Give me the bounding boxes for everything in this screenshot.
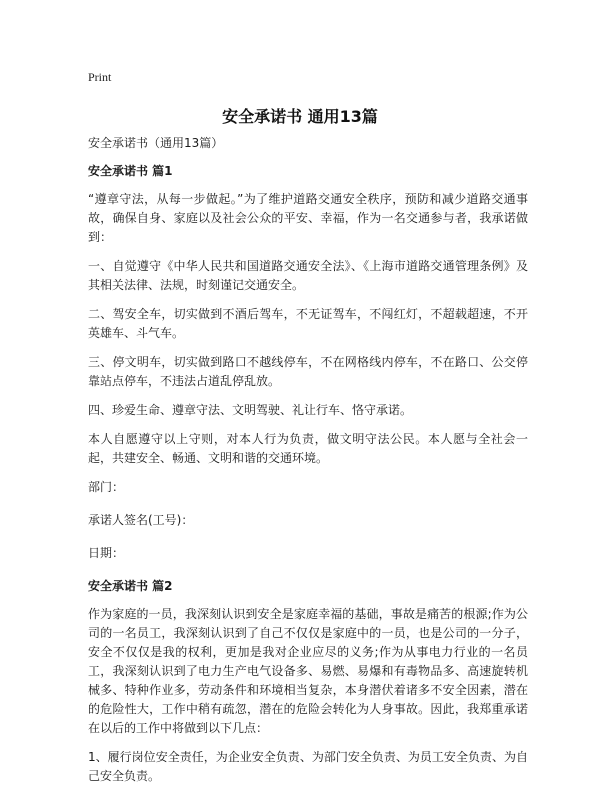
paragraph: 四、珍爱生命、遵章守法、文明驾驶、礼让行车、恪守承诺。 [88,403,413,417]
paragraph: 一、自觉遵守《中华人民共和国道路交通安全法》、《上海市道路交通管理条例》及其相关法律、法规，时刻谨记交通安全。 [88,259,528,292]
section-heading-2: 安全承诺书 篇2 [88,579,173,593]
document-body [88,134,528,796]
paragraph: “遵章守法，从每一步做起。”为了维护道路交通安全秩序，预防和减少道路交通事故，确保自身、家庭以及社会公众的平安、幸福，作为一名交通参与者，我承诺做到： [88,192,528,244]
paragraph: 1、履行岗位安全责任，为企业安全负责、为部门安全负责、为员工安全负责、为自己安全负责。 [88,750,528,783]
print-link[interactable]: Print [88,70,112,84]
paragraph: 三、停文明车，切实做到路口不越线停车，不在网格线内停车，不在路口、公交停靠站点停车，不违法占道乱停乱放。 [88,355,528,388]
paragraph: 二、驾安全车，切实做到不酒后驾车，不无证驾车，不闯红灯，不超载超速，不开英雄车、斗气车。 [88,307,528,340]
date-field: 日期： [88,546,125,560]
signature-field: 承诺人签名(工号)： [88,513,194,527]
department-field: 部门： [88,480,125,494]
section-heading-1: 安全承诺书 篇1 [88,164,173,178]
paragraph: 作为家庭的一员，我深刻认识到安全是家庭幸福的基础，事故是痛苦的根源;作为公司的一名员工，我深刻认识到了自己不仅仅是家庭中的一员，也是公司的一分子，安全不仅仅是我的权利，更加是我对企业应尽的义务;作为从事电力行业的一名员工，我深刻认识到了电力生产电气设备多、易燃、易爆和有毒物品多、高速旋转机械多、特种作业多，劳动条件和环境相当复杂，本身潜伏着诸多不安全因素，潜在的危险性大，工作中稍有疏忽，潜在的危险会转化为人身事故。因此，我郑重承诺在以后的工作中将做到以下几点： [88,607,528,735]
document-subtitle: 安全承诺书（通用13篇） [88,136,224,150]
page-title: 安全承诺书 通用13篇 [222,107,378,126]
paragraph: 本人自愿遵守以上守则，对本人行为负责，做文明守法公民。本人愿与全社会一起，共建安全、畅通、文明和谐的交通环境。 [88,432,528,465]
